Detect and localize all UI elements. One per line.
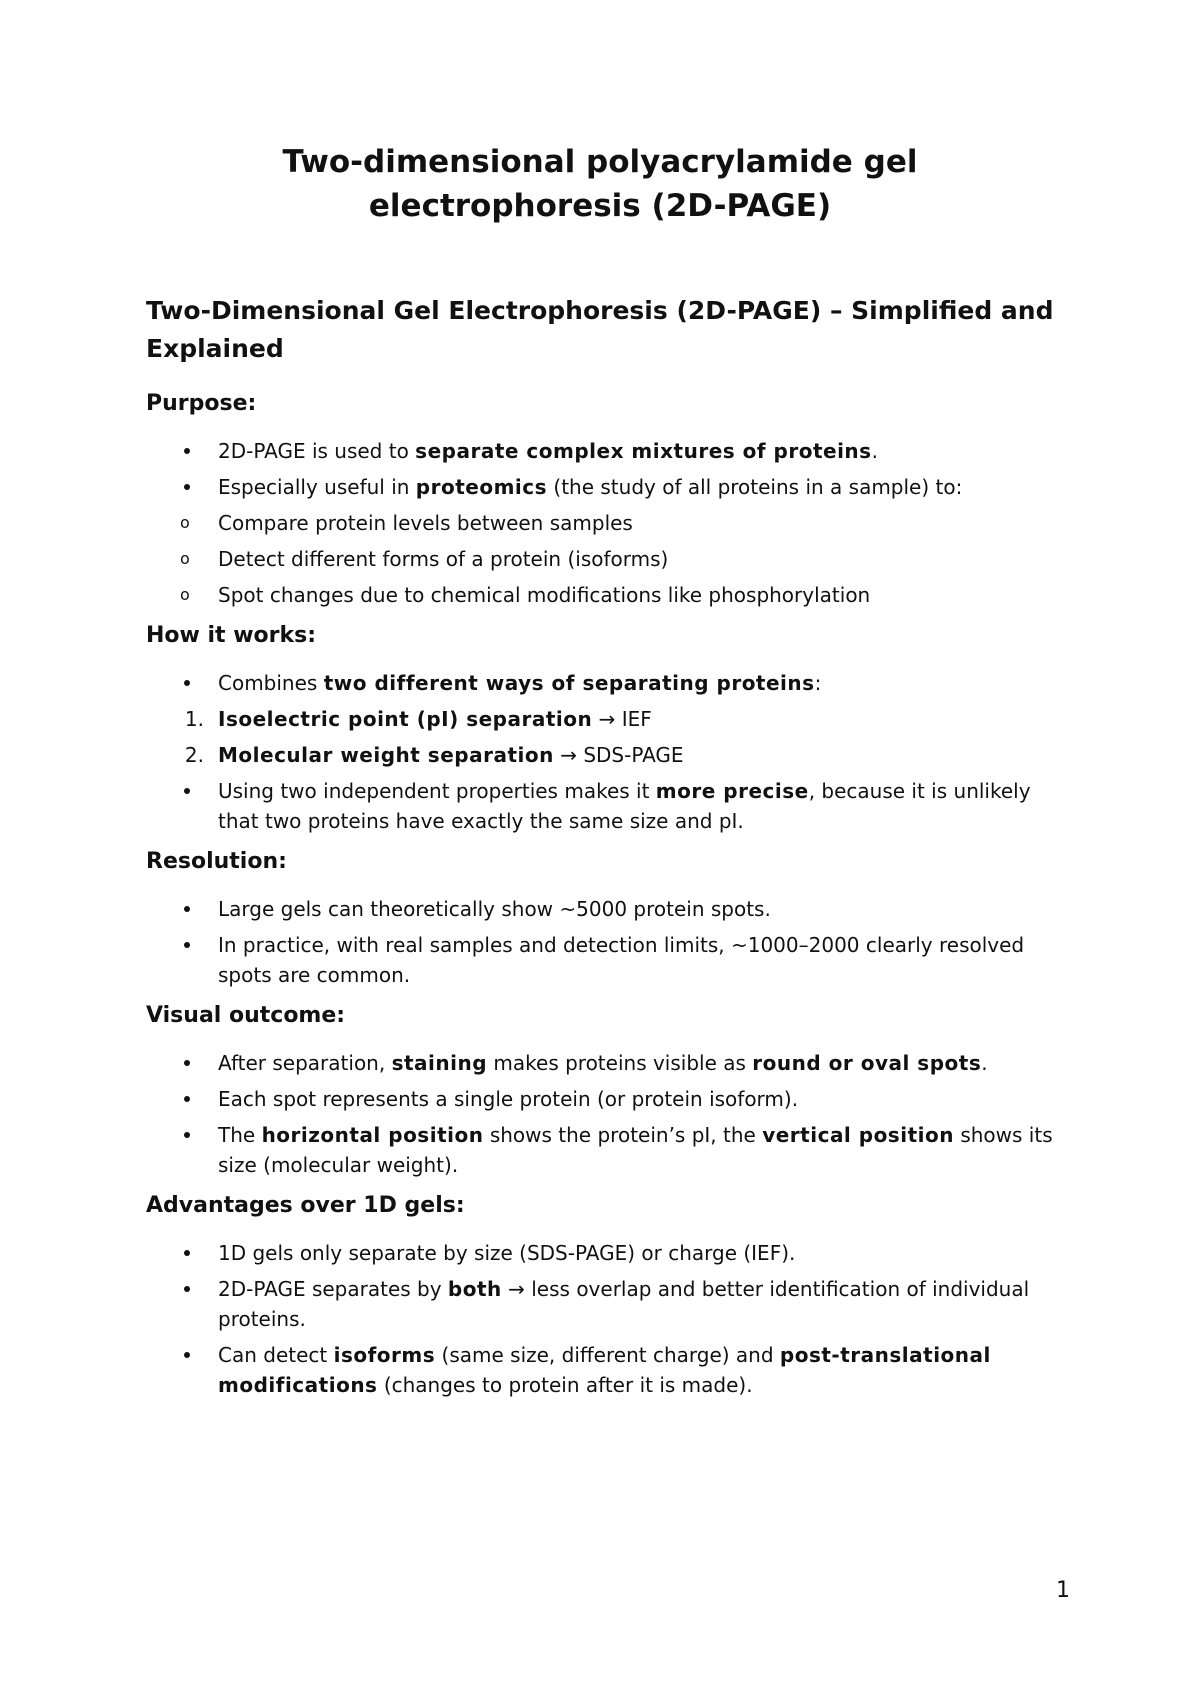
bullet-icon xyxy=(184,906,190,912)
list-item xyxy=(146,472,1066,610)
circle-bullet-icon: o xyxy=(180,549,190,568)
section-subtitle: Two-Dimensional Gel Electrophoresis (2D-PAGE) – Simplified and Explained xyxy=(146,296,1054,363)
text-run: shows its size (molecular weight). xyxy=(218,1123,1053,1177)
text-run: (same size, different charge) and xyxy=(435,1343,780,1367)
bullet-icon xyxy=(184,1250,190,1256)
text-run: . xyxy=(871,439,878,463)
list-item xyxy=(146,668,1066,770)
list-item xyxy=(146,1048,1066,1078)
bullet-icon xyxy=(184,680,190,686)
purpose-list xyxy=(146,436,1066,610)
bold-text-run: post-translational modifications xyxy=(218,1343,991,1397)
bullet-icon xyxy=(184,788,190,794)
list-item xyxy=(146,1120,1066,1180)
text-run: 2D-PAGE separates by xyxy=(218,1277,448,1301)
text-run: → IEF xyxy=(592,707,652,731)
bullet-icon xyxy=(184,942,190,948)
bullet-icon xyxy=(184,1352,190,1358)
text-run: Each spot represents a single protein (or protein isoform). xyxy=(218,1087,799,1111)
visual-outcome-list xyxy=(146,1048,1066,1180)
text-run: Can detect xyxy=(218,1343,334,1367)
bold-text-run: isoforms xyxy=(333,1343,436,1367)
advantages-section xyxy=(146,1190,1066,1400)
bold-text-run: two different ways of separating proteins xyxy=(323,671,815,695)
text-run: → less overlap and better identification of individual proteins. xyxy=(218,1277,1030,1331)
sub-list-item xyxy=(180,580,1066,610)
numbered-item xyxy=(184,704,1066,734)
how-it-works-heading: How it works: xyxy=(146,623,317,648)
text-run: Detect different forms of a protein (isoforms) xyxy=(218,547,669,571)
bullet-icon xyxy=(184,1060,190,1066)
bold-text-run: vertical position xyxy=(762,1123,954,1147)
document-body xyxy=(146,292,1066,1406)
bullet-icon xyxy=(184,1132,190,1138)
bold-text-run: proteomics xyxy=(415,475,548,499)
text-run: Especially useful in xyxy=(218,475,416,499)
bullet-icon xyxy=(184,484,190,490)
numbered-list xyxy=(184,704,1066,770)
resolution-heading: Resolution: xyxy=(146,849,287,874)
title-line-1: Two-dimensional polyacrylamide gel xyxy=(282,144,918,180)
sub-list-item xyxy=(180,508,1066,538)
bullet-icon xyxy=(184,448,190,454)
list-item xyxy=(146,1274,1066,1334)
bullet-icon xyxy=(184,1286,190,1292)
document-title xyxy=(0,140,1200,228)
bold-text-run: Molecular weight separation xyxy=(218,743,554,767)
text-run: In practice, with real samples and detection limits, ~1000–2000 clearly resolved spots are common. xyxy=(218,933,1025,987)
text-run: Using two independent properties makes it xyxy=(218,779,656,803)
page-number: 1 xyxy=(1056,1578,1070,1603)
circle-bullet-icon: o xyxy=(180,585,190,604)
advantages-heading: Advantages over 1D gels: xyxy=(146,1193,465,1218)
text-run: , because it is unlikely that two proteins have exactly the same size and pI. xyxy=(218,779,1031,833)
bold-text-run: horizontal position xyxy=(261,1123,484,1147)
list-item xyxy=(146,894,1066,924)
advantages-list xyxy=(146,1238,1066,1400)
text-run: (changes to protein after it is made). xyxy=(377,1373,753,1397)
text-run: Combines xyxy=(218,671,324,695)
text-run: After separation, xyxy=(218,1051,392,1075)
text-run: Compare protein levels between samples xyxy=(218,511,633,535)
list-number: 2. xyxy=(184,743,204,767)
how-it-works-section xyxy=(146,620,1066,836)
bold-text-run: more precise xyxy=(655,779,809,803)
list-item xyxy=(146,776,1066,836)
bold-text-run: separate complex mixtures of proteins xyxy=(415,439,872,463)
how-it-works-list xyxy=(146,668,1066,836)
visual-outcome-section xyxy=(146,1000,1066,1180)
purpose-sub-list xyxy=(180,508,1066,610)
text-run: . xyxy=(981,1051,988,1075)
title-line-2: electrophoresis (2D-PAGE) xyxy=(368,188,832,224)
text-run: 1D gels only separate by size (SDS-PAGE) or charge (IEF). xyxy=(218,1241,796,1265)
text-run: (the study of all proteins in a sample) to: xyxy=(547,475,963,499)
bold-text-run: Isoelectric point (pI) separation xyxy=(218,707,593,731)
sub-list-item xyxy=(180,544,1066,574)
text-run: The xyxy=(218,1123,262,1147)
bold-text-run: both xyxy=(447,1277,502,1301)
bold-text-run: staining xyxy=(391,1051,488,1075)
text-run: Spot changes due to chemical modifications like phosphorylation xyxy=(218,583,871,607)
text-run: shows the protein’s pI, the xyxy=(483,1123,763,1147)
bold-text-run: round or oval spots xyxy=(752,1051,982,1075)
purpose-heading: Purpose: xyxy=(146,391,257,416)
list-item xyxy=(146,1340,1066,1400)
resolution-section xyxy=(146,846,1066,990)
list-item xyxy=(146,930,1066,990)
text-run: → SDS-PAGE xyxy=(553,743,684,767)
text-run: 2D-PAGE is used to xyxy=(218,439,416,463)
list-item xyxy=(146,1084,1066,1114)
purpose-section xyxy=(146,388,1066,610)
list-item xyxy=(146,1238,1066,1268)
circle-bullet-icon: o xyxy=(180,513,190,532)
bullet-icon xyxy=(184,1096,190,1102)
resolution-list xyxy=(146,894,1066,990)
text-run: makes proteins visible as xyxy=(487,1051,753,1075)
numbered-item xyxy=(184,740,1066,770)
visual-outcome-heading: Visual outcome: xyxy=(146,1003,346,1028)
list-number: 1. xyxy=(184,707,204,731)
text-run: : xyxy=(814,671,822,695)
list-item xyxy=(146,436,1066,466)
text-run: Large gels can theoretically show ~5000 protein spots. xyxy=(218,897,771,921)
